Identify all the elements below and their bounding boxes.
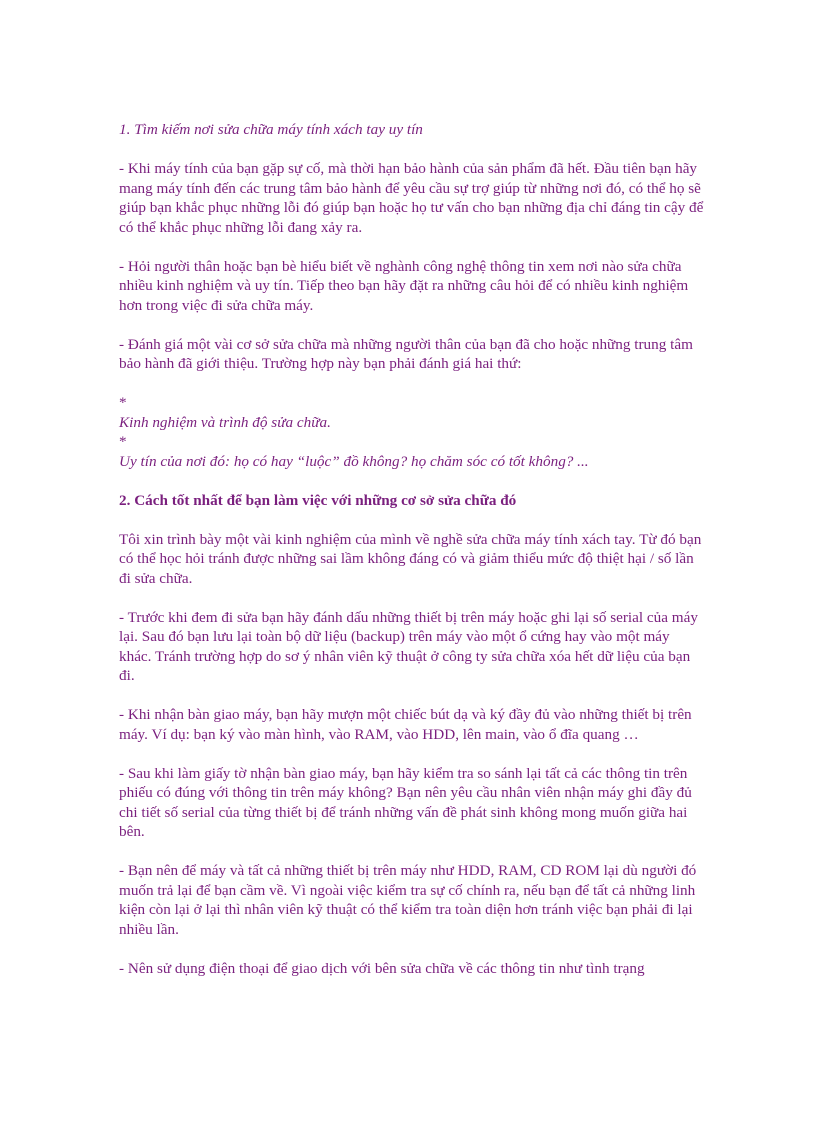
spacer — [119, 140, 704, 160]
bullet-marker-2: * — [119, 433, 127, 450]
document-page — [119, 120, 704, 978]
spacer — [119, 510, 704, 530]
spacer — [119, 842, 704, 862]
spacer — [119, 471, 704, 491]
section-2-heading: 2. Cách tốt nhất để bạn làm việc với những cơ sở sửa chữa đó — [119, 491, 517, 509]
paragraph-6: - Khi nhận bàn giao máy, bạn hãy mượn một chiếc bút dạ và ký đầy đủ vào những thiết bị trên máy. Ví dụ: bạn ký vào màn hình, vào RAM, vào HDD, lên main, vào ổ đĩa quang … — [119, 706, 692, 743]
spacer — [119, 939, 704, 959]
bullet-item-2: Uy tín của nơi đó: họ có hay “luộc” đồ không? họ chăm sóc có tốt không? ... — [119, 452, 589, 470]
paragraph-5: - Trước khi đem đi sửa bạn hãy đánh dấu những thiết bị trên máy hoặc ghi lại số serial của máy lại. Sau đó bạn lưu lại toàn bộ dữ liệu (backup) trên máy vào một ổ cứng hay vào một máy khác. Tránh trường hợp do sơ ý nhân viên kỹ thuật ở công ty sửa chữa xóa hết dữ liệu của bạn đi. — [119, 608, 698, 684]
paragraph-4: Tôi xin trình bày một vài kinh nghiệm của mình về nghề sửa chữa máy tính xách tay. Từ đó bạn có thể học hỏi tránh được những sai lầm không đáng có và giảm thiểu mức độ thiệt hại / số lần đi sửa chữa. — [119, 530, 702, 587]
spacer — [119, 315, 704, 335]
spacer — [119, 588, 704, 608]
spacer — [119, 744, 704, 764]
paragraph-1: - Khi máy tính của bạn gặp sự cố, mà thời hạn bảo hành của sản phẩm đã hết. Đầu tiên bạn hãy mang máy tính đến các trung tâm bảo hành để yêu cầu sự trợ giúp từ những nơi đó, có thể họ sẽ giúp bạn khắc phục những lỗi đó giúp bạn hoặc họ tư vấn cho bạn những địa chỉ đáng tin cậy để có thể khắc phục những lỗi đang xảy ra. — [119, 160, 704, 236]
paragraph-2: - Hỏi người thân hoặc bạn bè hiểu biết về nghành công nghệ thông tin xem nơi nào sửa chữa nhiều kinh nghiệm và uy tín. Tiếp theo bạn hãy đặt ra những câu hỏi để có nhiều kinh nghiệm hơn trong việc đi sửa chữa máy. — [119, 257, 689, 314]
paragraph-3: - Đánh giá một vài cơ sở sửa chữa mà những người thân của bạn đã cho hoặc những trung tâm bảo hành đã giới thiệu. Trường hợp này bạn phải đánh giá hai thứ: — [119, 335, 693, 372]
paragraph-9: - Nên sử dụng điện thoại để giao dịch với bên sửa chữa về các thông tin như tình trạng — [119, 959, 645, 977]
section-1-heading: 1. Tìm kiếm nơi sửa chữa máy tính xách tay uy tín — [119, 121, 423, 138]
bullet-item-1: Kinh nghiệm và trình độ sửa chữa. — [119, 413, 331, 431]
bullet-marker-1: * — [119, 394, 127, 411]
spacer — [119, 686, 704, 706]
spacer — [119, 237, 704, 257]
paragraph-7: - Sau khi làm giấy tờ nhận bàn giao máy, bạn hãy kiểm tra so sánh lại tất cả các thông tin trên phiếu có đúng với thông tin trên máy không? Bạn nên yêu cầu nhân viên nhận máy ghi đầy đủ chi tiết số serial của từng thiết bị để tránh những vấn đề phát sinh không mong muốn giữa hai bên. — [119, 764, 692, 840]
spacer — [119, 374, 704, 394]
paragraph-8: - Bạn nên để máy và tất cả những thiết bị trên máy như HDD, RAM, CD ROM lại dù người đó muốn trả lại để bạn cầm về. Vì ngoài việc kiểm tra sự cố chính ra, nếu bạn để tất cả những linh kiện còn lại ở lại thì nhân viên kỹ thuật có thể kiểm tra toàn diện hơn tránh việc bạn phải đi lại nhiều lần. — [119, 862, 697, 938]
